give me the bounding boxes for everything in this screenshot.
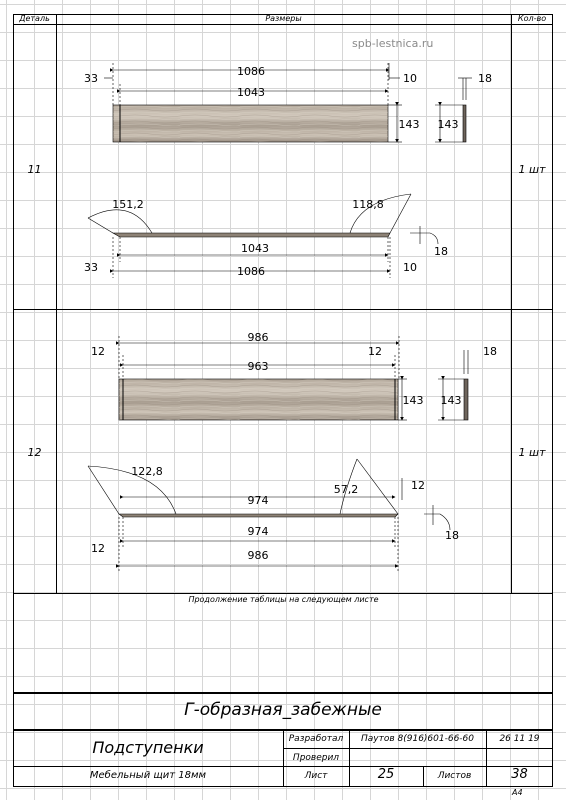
- project-title: Г-образная_забежные: [184, 700, 382, 720]
- r11-top-total: 1086: [237, 65, 265, 78]
- r11-angle-right: 118,8: [352, 198, 384, 211]
- r11-top-inner: 1043: [237, 86, 265, 99]
- developed-label: Разработал: [288, 734, 344, 744]
- r12-bot-right: 12: [411, 479, 425, 492]
- r12-height2: 143: [440, 394, 462, 407]
- r11-height1: 143: [398, 118, 420, 131]
- r12-top-total: 986: [247, 331, 269, 344]
- r11-bot-right: 10: [403, 261, 417, 274]
- r12-height1: 143: [402, 394, 424, 407]
- board-12-side: [464, 379, 468, 420]
- r12-angle-right: 57,2: [333, 483, 359, 496]
- r11-right-off: 10: [403, 72, 417, 85]
- r12-thickness: 18: [483, 345, 497, 358]
- header-sizes: Размеры: [265, 14, 302, 23]
- header-qty: Кол-во: [517, 14, 547, 23]
- header-detail: Деталь: [19, 14, 50, 23]
- r12-left-off: 12: [91, 345, 105, 358]
- row2-qty: 1 шт: [518, 446, 546, 459]
- board-11-side: [463, 105, 466, 142]
- r11-height2: 143: [437, 118, 459, 131]
- material: Мебельный щит 18мм: [89, 770, 207, 781]
- r12-bot-total: 986: [247, 549, 269, 562]
- r11-bot-thick: 18: [434, 245, 448, 258]
- tb-row2: [13, 766, 553, 767]
- r12-bot-top: 974: [247, 494, 269, 507]
- board-11-plan: [113, 233, 390, 237]
- title-top-line: [13, 692, 553, 694]
- r11-left-off: 33: [84, 72, 98, 85]
- r12-right-off: 12: [368, 345, 382, 358]
- sheet-no: 25: [377, 767, 395, 782]
- sheets-label: Листов: [437, 771, 472, 781]
- r11-bot-left: 33: [84, 261, 98, 274]
- continuation-note: Продолжение таблицы на следующем листе: [188, 595, 379, 604]
- date: 26 11 19: [499, 734, 540, 744]
- row1-qty: 1 шт: [518, 163, 546, 176]
- r12-bot-thick: 18: [445, 529, 459, 542]
- developer: Паутов 8(916)601-66-60: [360, 734, 475, 744]
- sheets-total: 38: [511, 767, 528, 782]
- r11-bot-total: 1086: [237, 265, 265, 278]
- r12-angle-left: 122,8: [131, 465, 163, 478]
- sheet-label: Лист: [304, 771, 328, 781]
- checked-label: Проверил: [292, 753, 340, 763]
- r11-angle-left: 151,2: [112, 198, 144, 211]
- r12-bot-left: 12: [91, 542, 105, 555]
- tb-row1: [283, 748, 553, 749]
- row1-detail: 11: [27, 163, 42, 176]
- r12-bot-inner: 974: [247, 525, 269, 538]
- r11-thickness: 18: [478, 72, 492, 85]
- format: A4: [512, 788, 523, 797]
- board-12-plan: [119, 514, 398, 517]
- watermark: spb-lestnica.ru: [352, 37, 434, 50]
- r11-bot-inner: 1043: [241, 242, 269, 255]
- part-name: Подступенки: [92, 738, 204, 757]
- r12-top-inner: 963: [247, 360, 269, 373]
- row2-detail: 12: [27, 446, 42, 459]
